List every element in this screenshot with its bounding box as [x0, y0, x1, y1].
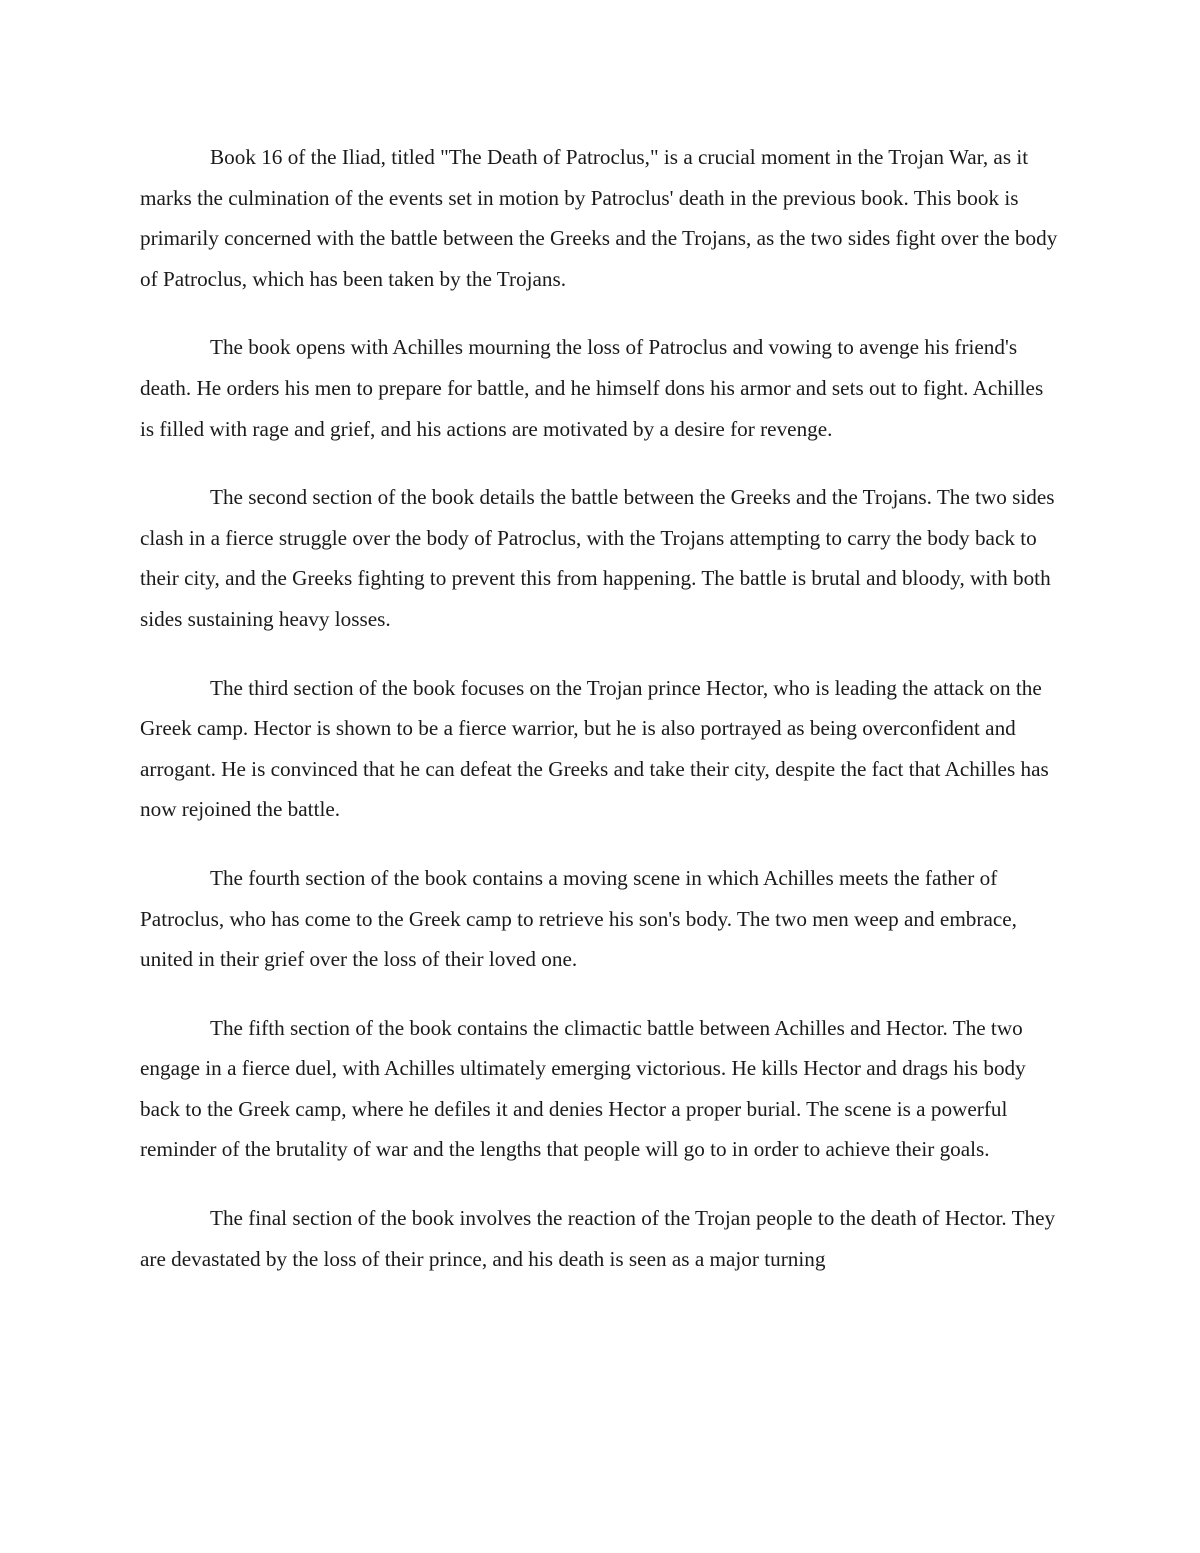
paragraph-6: The fifth section of the book contains the climactic battle between Achilles and Hector. The two engage in a fierce duel, with Achilles ultimately emerging victorious. He kills Hector and drags his body back to the Greek camp, where he defiles it and denies Hector a proper burial. The scene is a powerful reminder of the brutality of war and the lengths that people will go to in order to achieve their goals.	[140, 1015, 1026, 1162]
paragraph-3: The second section of the book details the battle between the Greeks and the Trojans. The two sides clash in a fierce struggle over the body of Patroclus, with the Trojans attempting to carry the body back to their city, and the Greeks fighting to prevent this from happening. The battle is brutal and bloody, with both sides sustaining heavy losses.	[140, 485, 1055, 631]
paragraph-5: The fourth section of the book contains a moving scene in which Achilles meets the father of Patroclus, who has come to the Greek camp to retrieve his son's body. The two men weep and embrace, united in their grief over the loss of their loved one.	[140, 865, 1017, 972]
paragraph-2: The book opens with Achilles mourning the loss of Patroclus and vowing to avenge his friend's death. He orders his men to prepare for battle, and he himself dons his armor and sets out to fight. Achilles is filled with rage and grief, and his actions are motivated by a desire for revenge.	[140, 335, 1044, 441]
paragraph-7: The final section of the book involves the reaction of the Trojan people to the death of Hector. They are devastated by the loss of their prince, and his death is seen as a major turning	[140, 1206, 1056, 1271]
paragraph-1: Book 16 of the Iliad, titled "The Death of Patroclus," is a crucial moment in the Trojan War, as it marks the culmination of the events set in motion by Patroclus' death in the previous book. This book is primarily concerned with the battle between the Greeks and the Trojans, as the two sides fight over the body of Patroclus, which has been taken by the Trojans.	[140, 145, 1058, 291]
document-body	[140, 137, 1062, 1307]
paragraph-4: The third section of the book focuses on the Trojan prince Hector, who is leading the attack on the Greek camp. Hector is shown to be a fierce warrior, but he is also portrayed as being overconfident and arrogant. He is convinced that he can defeat the Greeks and take their city, despite the fact that Achilles has now rejoined the battle.	[140, 675, 1049, 822]
